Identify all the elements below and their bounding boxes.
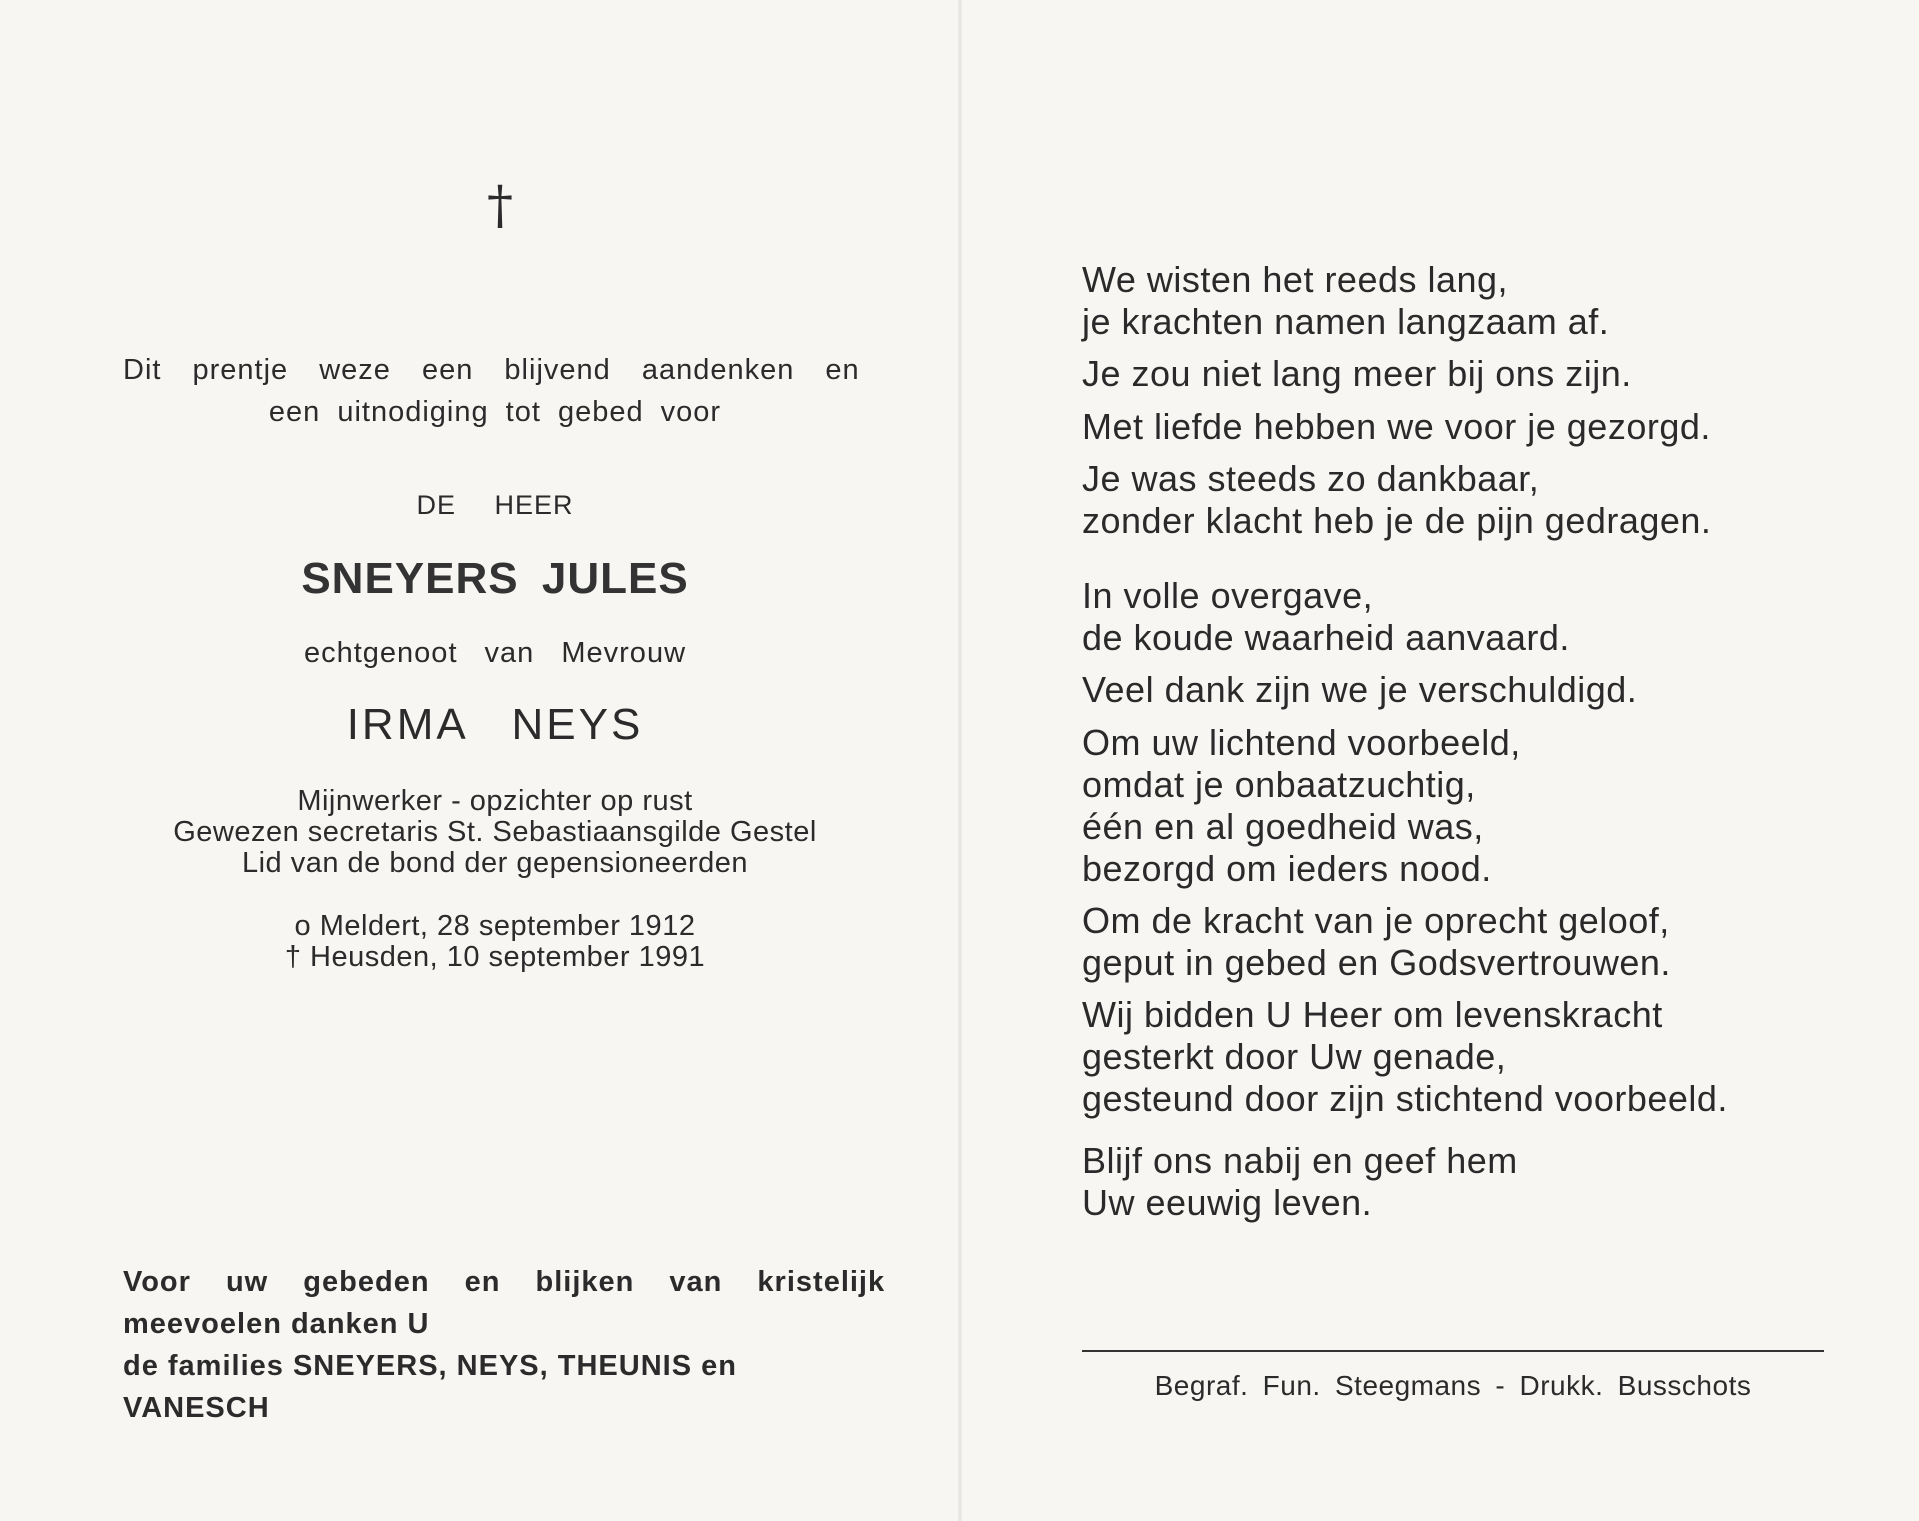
poem-line: Om uw lichtend voorbeeld, [1082,722,1521,763]
poem-line: Blijf ons nabij en geef hem [1082,1140,1518,1181]
poem-line: Veel dank zijn we je verschuldigd. [1082,669,1638,710]
poem-line: bezorgd om ieders nood. [1082,848,1492,889]
poem-line: Om de kracht van je oprecht geloof, [1082,900,1670,941]
thanks-line-3: de families SNEYERS, NEYS, THEUNIS en [123,1350,737,1382]
poem-line: We wisten het reeds lang, [1082,259,1509,300]
poem-line: Met liefde hebben we voor je gezorgd. [1082,406,1711,447]
poem-line: Uw eeuwig leven. [1082,1182,1373,1223]
member-line: Lid van de bond der gepensioneerden [241,847,749,879]
poem-line: Je was steeds zo dankbaar, [1082,458,1540,499]
right-panel [962,0,1919,1521]
death-line: † Heusden, 10 september 1991 [284,941,706,973]
poem-line: gesteund door zijn stichtend voorbeeld. [1082,1078,1728,1119]
poem-line: gesterkt door Uw genade, [1082,1036,1507,1077]
poem-line: zonder klacht heb je de pijn gedragen. [1082,500,1712,541]
printer-divider [1082,1350,1824,1352]
deceased-name: SNEYERS JULES [301,554,689,603]
thanks-line-2: meevoelen danken U [123,1308,430,1340]
spouse-name: IRMA NEYS [346,700,644,749]
spouse-intro: echtgenoot van Mevrouw [303,637,687,669]
birth-line: o Meldert, 28 september 1912 [294,910,696,942]
cross-icon: † [487,176,513,236]
intro-line-2: een uitnodiging tot gebed voor [268,396,722,428]
left-panel [0,0,958,1521]
intro-line-1: Dit prentje weze een blijvend aandenken en [123,354,860,386]
poem-line: Je zou niet lang meer bij ons zijn. [1082,353,1632,394]
poem-line: de koude waarheid aanvaard. [1082,617,1570,658]
thanks-line-4: VANESCH [123,1392,270,1424]
poem-line: omdat je onbaatzuchtig, [1082,764,1476,805]
poem-line: In volle overgave, [1082,575,1374,616]
secretary-line: Gewezen secretaris St. Sebastiaansgilde Gestel [173,816,817,848]
poem-line: Wij bidden U Heer om levenskracht [1082,994,1663,1035]
printer-credit: Begraf. Fun. Steegmans - Drukk. Busschots [1154,1370,1752,1401]
thanks-line-1: Voor uw gebeden en blijken van kristelijk [123,1266,886,1298]
deceased-title: DE HEER [416,490,574,520]
poem-line: je krachten namen langzaam af. [1082,301,1610,342]
poem-line: geput in gebed en Godsvertrouwen. [1082,942,1671,983]
poem-line: één en al goedheid was, [1082,806,1484,847]
occupation-line: Mijnwerker - opzichter op rust [297,785,693,817]
